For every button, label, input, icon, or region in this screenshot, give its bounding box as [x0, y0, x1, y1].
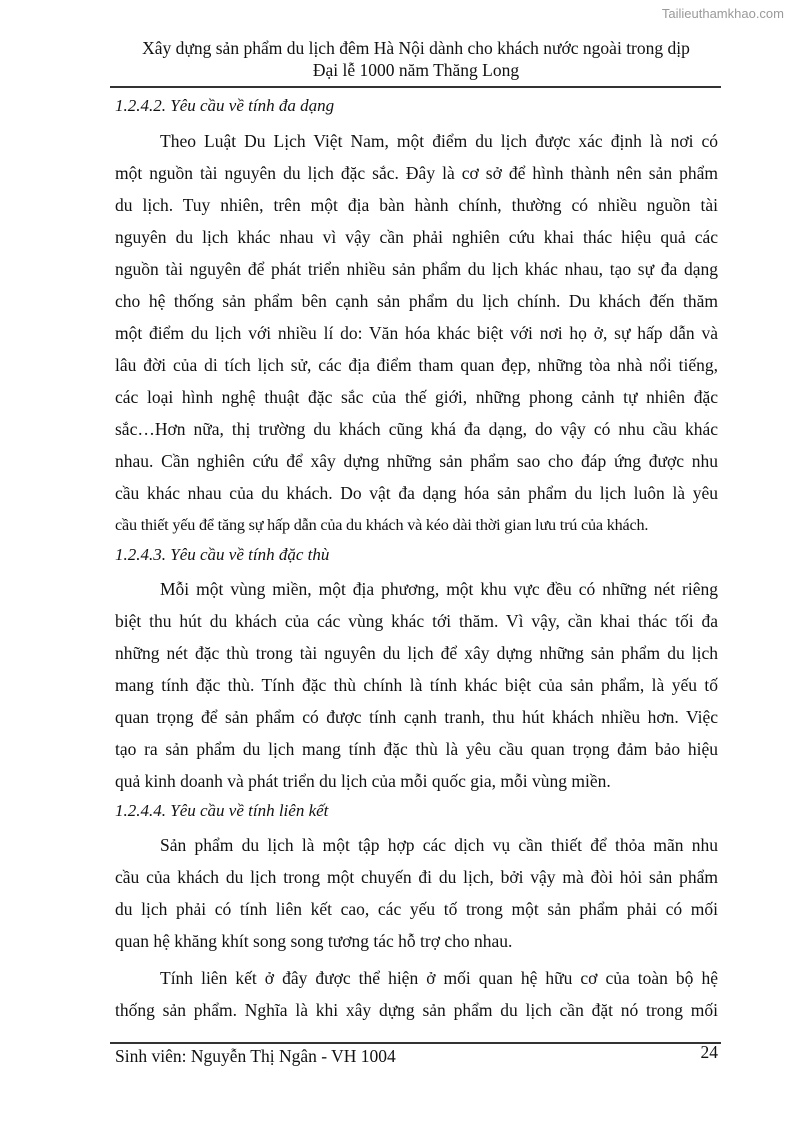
paragraph-line: du lịch phải có tính liên kết cao, các yếu tố trong một sản phẩm phải có mối	[115, 899, 718, 919]
paragraph-line: một nguồn tài nguyên du lịch đặc sắc. Đây là cơ sở để hình thành nên sản phẩm	[115, 163, 718, 183]
section-heading: 1.2.4.4. Yêu cầu về tính liên kết	[115, 801, 329, 820]
paragraph-line: lâu đời của di tích lịch sử, các địa điểm tham quan đẹp, những tòa nhà nổi tiếng,	[115, 355, 718, 375]
paragraph-line: thống sản phẩm. Nghĩa là khi xây dựng sản phẩm du lịch cần đặt nó trong mối	[115, 1000, 718, 1020]
footer-rule	[110, 1042, 721, 1044]
paragraph-line: những nét đặc thù trong tài nguyên du lịch để xây dựng những sản phẩm du lịch	[115, 643, 718, 663]
paragraph-line: Sản phẩm du lịch là một tập hợp các dịch vụ cần thiết để thỏa mãn nhu	[160, 835, 718, 855]
section-heading: 1.2.4.2. Yêu cầu về tính đa dạng	[115, 96, 335, 115]
paragraph-line: một điểm du lịch với nhiều lí do: Văn hóa khác biệt với nơi họ ở, sự hấp dẫn và	[115, 323, 718, 343]
paragraph-line: quan hệ khăng khít song song tương tác hỗ trợ cho nhau.	[115, 931, 513, 951]
paragraph-line: biệt thu hút du khách của các vùng khác tới thăm. Vì vậy, cần khai thác tối đa	[115, 611, 718, 631]
paragraph-line: quả kinh doanh và phát triển du lịch của mỗi quốc gia, mỗi vùng miền.	[115, 771, 611, 791]
paragraph-line: cho hệ thống sản phẩm bên cạnh sản phẩm du lịch chính. Du khách đến thăm	[115, 291, 718, 311]
paragraph-line: các loại hình nghệ thuật đặc sắc của thế giới, những phong cảnh tự nhiên đặc	[115, 387, 718, 407]
paragraph-line: cầu của khách du lịch trong một chuyến đi du lịch, bởi vậy mà đòi hỏi sản phẩm	[115, 867, 718, 887]
header-rule	[110, 86, 721, 88]
watermark: Tailieuthamkhao.com	[661, 6, 784, 21]
paragraph-line: sắc…Hơn nữa, thị trường du khách cũng khá đa dạng, do vậy có nhu cầu khác	[115, 419, 718, 439]
footer-student: Sinh viên: Nguyễn Thị Ngân - VH 1004	[115, 1046, 396, 1066]
paragraph-line: nguyên du lịch khác nhau vì vậy cần phải nghiên cứu khai thác hiệu quả các	[115, 227, 718, 247]
paragraph-line: du lịch. Tuy nhiên, trên một địa bàn hành chính, thường có nhiều nguồn tài	[115, 195, 718, 215]
page-number: 24	[700, 1042, 718, 1062]
paragraph-line: cầu thiết yếu để tăng sự hấp dẫn của du khách và kéo dài thời gian lưu trú của khách.	[115, 516, 649, 534]
running-header-line2: Đại lễ 1000 năm Thăng Long	[312, 60, 520, 80]
paragraph-line: cầu khác nhau của du khách. Do vật đa dạng hóa sản phẩm du lịch luôn là yêu	[115, 483, 718, 503]
paragraph-line: tạo ra sản phẩm du lịch mang tính đặc thù là yêu cầu quan trọng đảm bảo hiệu	[115, 739, 718, 759]
paragraph-line: Theo Luật Du Lịch Việt Nam, một điểm du lịch được xác định là nơi có	[160, 131, 718, 151]
section-heading: 1.2.4.3. Yêu cầu về tính đặc thù	[115, 545, 330, 564]
paragraph-line: nhau. Cần nghiên cứu để xây dựng những sản phẩm sao cho đáp ứng được nhu	[115, 451, 718, 471]
paragraph-line: nguồn tài nguyên để phát triển nhiều sản phẩm du lịch khác nhau, tạo sự đa dạng	[115, 259, 718, 279]
paragraph-line: mang tính đặc thù. Tính đặc thù chính là tính khác biệt của sản phẩm, là yếu tố	[115, 675, 718, 695]
paragraph-line: Tính liên kết ở đây được thể hiện ở mối quan hệ hữu cơ của toàn bộ hệ	[160, 968, 718, 988]
paragraph-line: Mỗi một vùng miền, một địa phương, một khu vực đều có những nét riêng	[160, 579, 718, 599]
paragraph-line: quan trọng để sản phẩm có được tính cạnh tranh, thu hút khách nhiều hơn. Việc	[115, 707, 718, 727]
running-header-line1: Xây dựng sản phẩm du lịch đêm Hà Nội dành cho khách nước ngoài trong dịp	[142, 38, 690, 58]
